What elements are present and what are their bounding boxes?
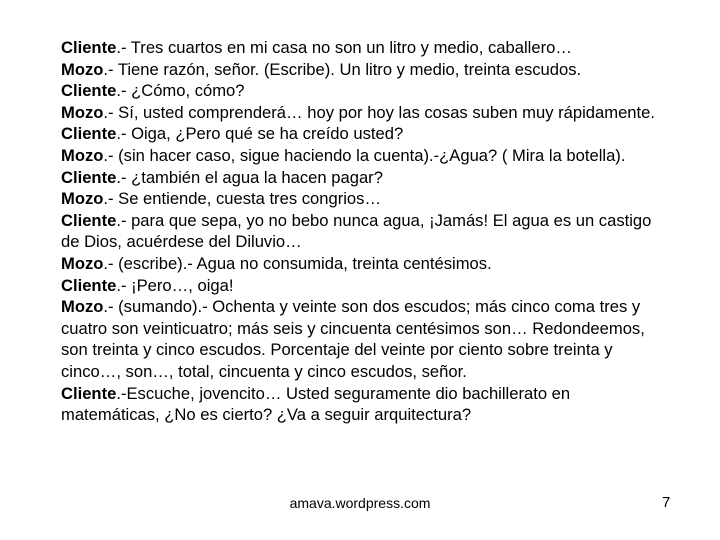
dialogue-line <box>61 37 661 59</box>
page-number: 7 <box>662 494 671 511</box>
speaker-name: Cliente <box>61 124 117 144</box>
speaker-name: Cliente <box>61 38 117 57</box>
speaker-name: Mozo <box>61 297 104 317</box>
dialogue-line <box>61 59 661 81</box>
dialogue-line <box>61 275 661 297</box>
line-text: .- (escribe).- Agua no consumida, treinta centésimos. <box>103 253 492 273</box>
line-text: .- Tiene razón, señor. (Escribe). Un litro y medio, treinta escudos. <box>103 59 582 79</box>
speaker-name: Cliente <box>61 81 117 101</box>
line-text: .-Escuche, jovencito… Usted seguramente dio bachillerato en matemáticas, ¿No es cierto? ¿Va a seguir arquitectura? <box>61 383 571 425</box>
speaker-name: Cliente <box>61 167 117 187</box>
dialogue-line <box>61 383 661 426</box>
line-text: .- para que sepa, yo no bebo nunca agua, ¡Jamás! El agua es un castigo de Dios, acuérdese del Diluvio… <box>61 210 652 252</box>
footer-source: amava.wordpress.com <box>289 495 431 511</box>
speaker-name: Cliente <box>61 210 117 230</box>
line-text: .- ¿Cómo, cómo? <box>116 81 245 101</box>
dialogue-line <box>61 102 661 124</box>
dialogue-line <box>61 80 661 102</box>
line-text: .- Se entiende, cuesta tres congrios… <box>103 189 382 209</box>
line-text: .- ¿también el agua la hacen pagar? <box>116 167 383 187</box>
speaker-name: Mozo <box>61 102 104 122</box>
line-text: .- (sin hacer caso, sigue haciendo la cuenta).-¿Agua? ( Mira la botella). <box>103 145 626 165</box>
speaker-name: Mozo <box>61 59 104 79</box>
dialogue-line <box>61 296 661 382</box>
line-text: .- Tres cuartos en mi casa no son un litro y medio, caballero… <box>116 38 572 57</box>
speaker-name: Mozo <box>61 189 104 209</box>
line-text: .- Oiga, ¿Pero qué se ha creído usted? <box>116 124 404 144</box>
line-text: .- ¡Pero…, oiga! <box>116 275 234 295</box>
line-text: .- Sí, usted comprenderá… hoy por hoy las cosas suben muy rápidamente. <box>103 102 655 122</box>
dialogue-line <box>61 253 661 275</box>
dialogue-line <box>61 167 661 189</box>
dialogue-line <box>61 145 661 167</box>
dialogue-body <box>61 37 661 426</box>
speaker-name: Cliente <box>61 383 117 403</box>
dialogue-line <box>61 210 661 253</box>
dialogue-line <box>61 123 661 145</box>
line-text: .- (sumando).- Ochenta y veinte son dos escudos; más cinco coma tres y cuatro son veinticuatro; más seis y cincuenta centésimos son… Redondeemos, son treinta y cinco escudos. Porcentaje del veinte por ciento sobre treinta y cinco…, son…, total, cincuenta y cinco escudos, señor. <box>61 297 645 381</box>
speaker-name: Mozo <box>61 145 104 165</box>
speaker-name: Cliente <box>61 275 117 295</box>
dialogue-line <box>61 188 661 210</box>
speaker-name: Mozo <box>61 253 104 273</box>
